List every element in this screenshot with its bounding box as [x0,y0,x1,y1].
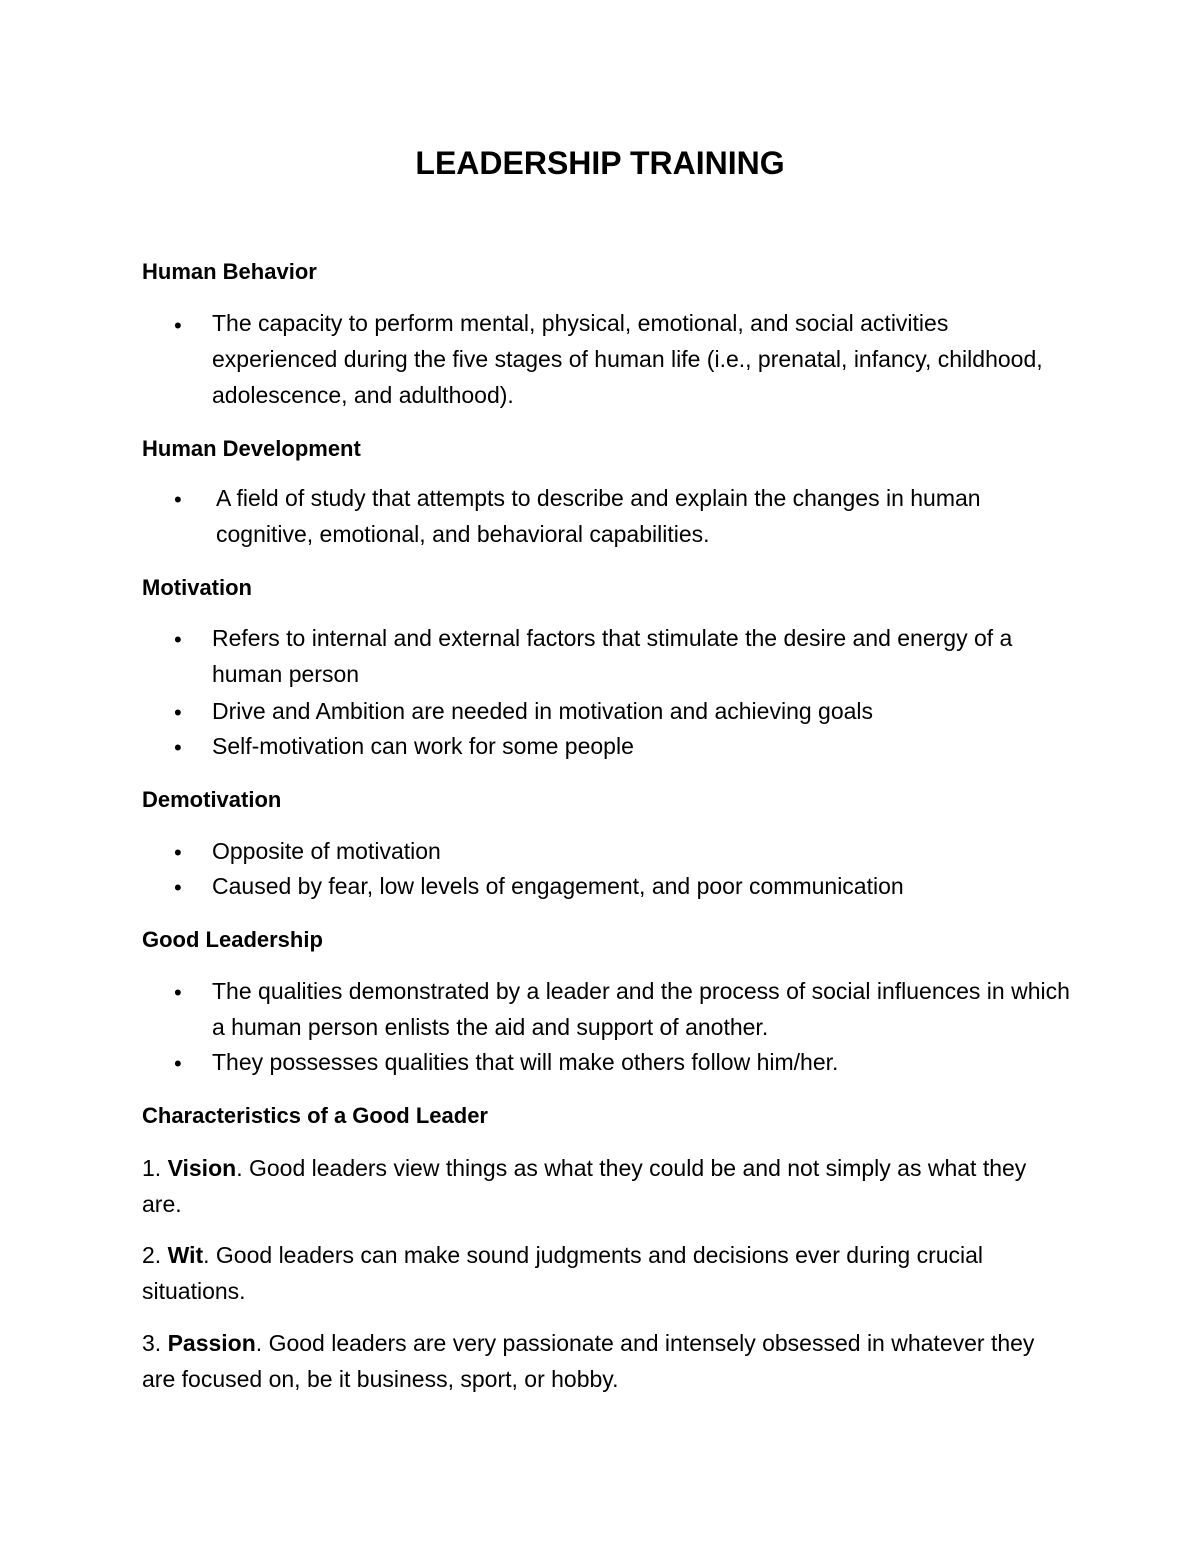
item-number: 1. [142,1155,162,1181]
section-heading-characteristics: Characteristics of a Good Leader [142,1103,488,1128]
item-number: 2. [142,1242,162,1268]
section-heading-good-leadership: Good Leadership [142,927,323,952]
section-heading-human-behavior: Human Behavior [142,259,317,284]
numbered-item-wit [142,1237,1072,1309]
section-heading-demotivation: Demotivation [142,787,282,812]
item-number: 3. [142,1330,162,1356]
bullet-text: Caused by fear, low levels of engagement, and poor communication [212,873,904,899]
bullet-text: A field of study that attempts to describe and explain the changes in human cognitive, emotional, and behavioral capabilities. [216,485,981,547]
bullet-text: Refers to internal and external factors that stimulate the desire and energy of a human person [212,625,1013,687]
bullet-icon: • [174,700,182,725]
section-heading-motivation: Motivation [142,575,252,600]
bullet-icon: • [174,840,182,865]
numbered-item-vision [142,1150,1072,1222]
bullet-icon: • [174,627,182,652]
document-title: LEADERSHIP TRAINING [415,145,785,181]
bullet-text: The capacity to perform mental, physical, emotional, and social activities experienced during the five stages of human life (i.e., prenatal, infancy, childhood, adolescence, and adulthood). [212,310,1043,408]
bullet-text: They possesses qualities that will make others follow him/her. [212,1049,839,1075]
bullet-icon: • [174,487,182,512]
bullet-icon: • [174,313,182,338]
bullet-text: Self-motivation can work for some people [212,733,634,759]
bullet-icon: • [174,735,182,760]
item-term: Passion [167,1330,256,1356]
bullet-text: The qualities demonstrated by a leader and the process of social influences in which a human person enlists the aid and support of another. [212,978,1070,1040]
bullet-icon: • [174,1051,182,1076]
item-term: Wit [167,1242,204,1268]
bullet-icon: • [174,980,182,1005]
bullet-text: Opposite of motivation [212,838,441,864]
item-text: . Good leaders are very passionate and intensely obsessed in whatever they are focused on, be it business, sport, or hobby. [142,1330,1035,1392]
item-term: Vision [167,1155,237,1181]
bullet-text: Drive and Ambition are needed in motivation and achieving goals [212,698,874,724]
item-text: . Good leaders can make sound judgments and decisions ever during crucial situations. [142,1242,984,1304]
section-heading-human-development: Human Development [142,436,361,461]
numbered-item-passion [142,1325,1072,1397]
item-text: . Good leaders view things as what they could be and not simply as what they are. [142,1155,1027,1217]
bullet-icon: • [174,875,182,900]
